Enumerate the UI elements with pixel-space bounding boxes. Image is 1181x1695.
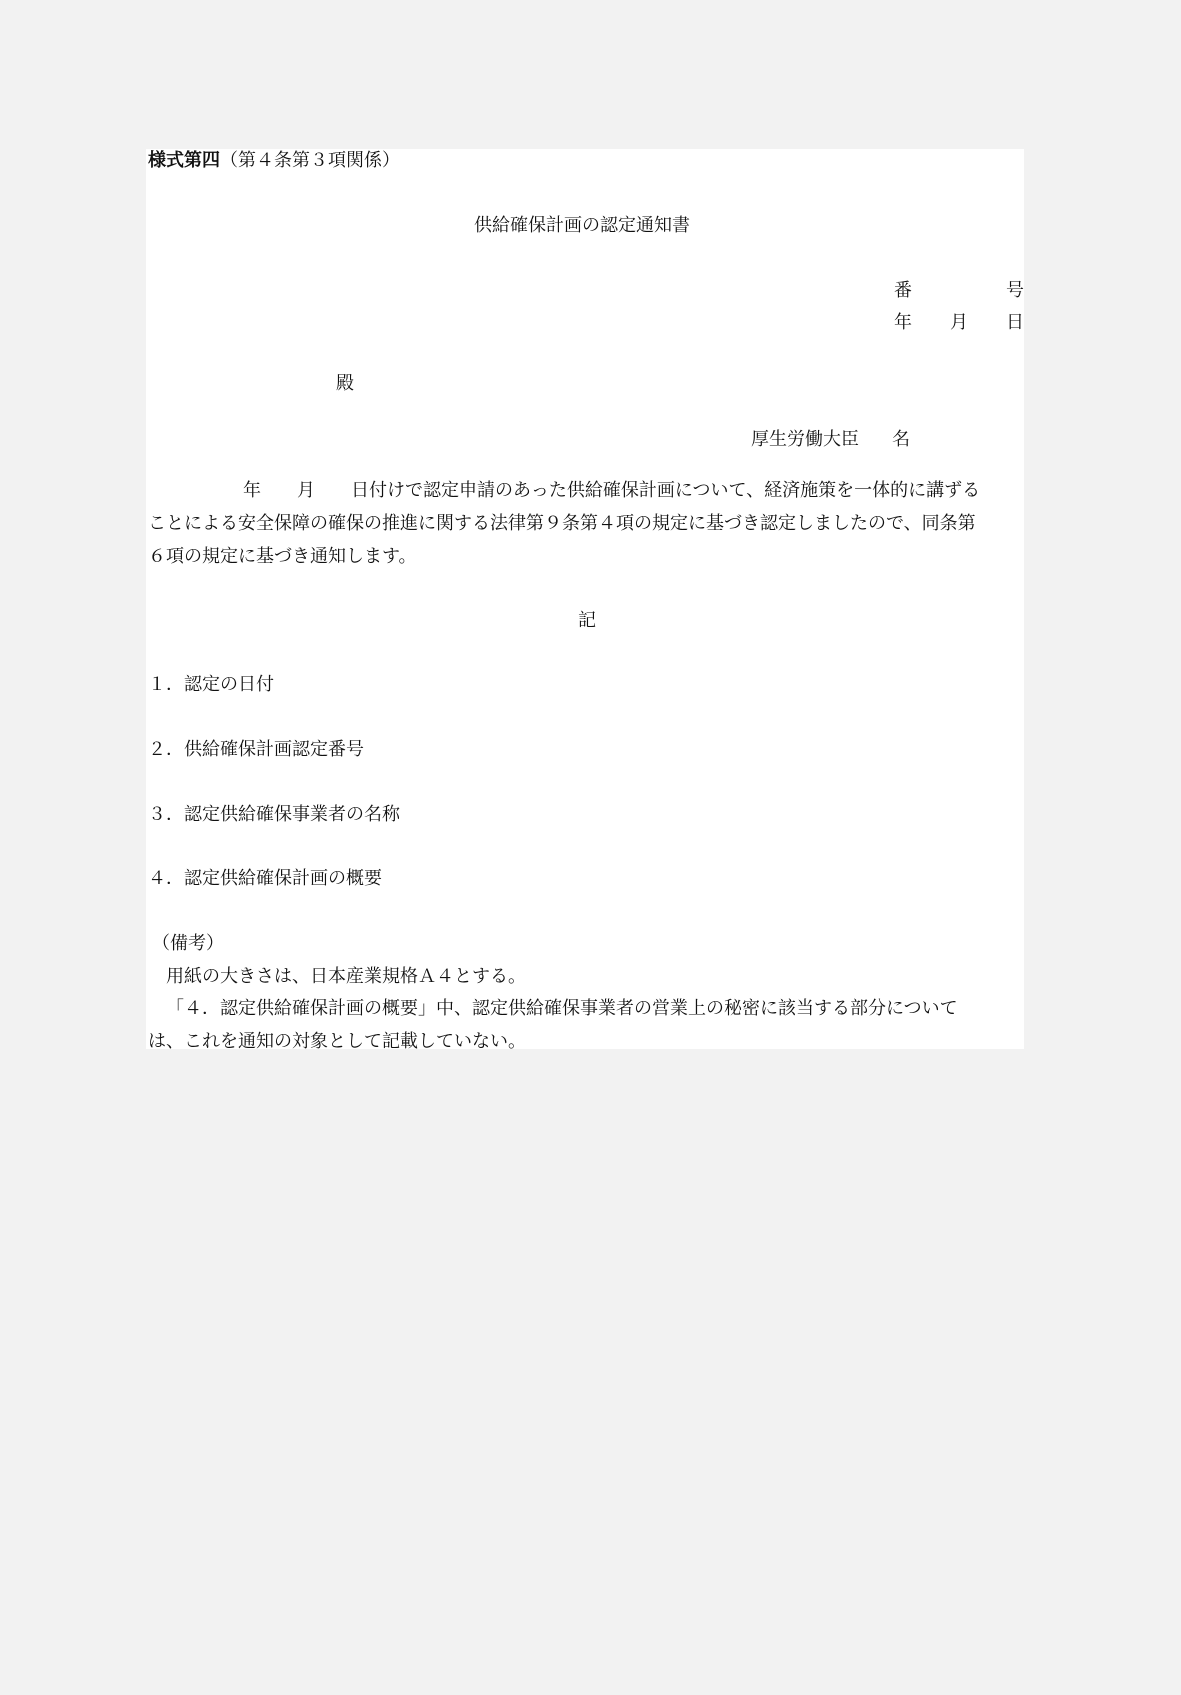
notes-line-2: 「４．認定供給確保計画の概要」中、認定供給確保事業者の営業上の秘密に該当する部分について — [166, 998, 958, 1019]
number-label: 番 — [894, 280, 912, 301]
ki-heading: 記 — [578, 610, 596, 631]
body-line-3: ６項の規定に基づき通知します。 — [148, 546, 417, 567]
item-2: ２．供給確保計画認定番号 — [148, 739, 364, 760]
body-line-1: 年 月 日付けで認定申請のあった供給確保計画について、経済施策を一体的に講ずる — [243, 480, 981, 501]
addressee-suffix: 殿 — [336, 373, 354, 394]
notes-line-3: は、これを通知の対象として記載していない。 — [148, 1031, 526, 1052]
form-header — [148, 150, 400, 172]
notes-heading: （備考） — [152, 933, 224, 954]
item-1: １．認定の日付 — [148, 674, 274, 695]
number-suffix: 号 — [1006, 280, 1024, 301]
notes-line-1: 用紙の大きさは、日本産業規格Ａ４とする。 — [166, 966, 526, 987]
date-day: 日 — [1006, 312, 1024, 333]
document-sheet — [146, 149, 1024, 1049]
sender-name: 名 — [892, 429, 910, 450]
date-year: 年 — [894, 312, 912, 333]
form-label: 様式第四 — [148, 150, 220, 171]
date-month: 月 — [950, 312, 968, 333]
document-title: 供給確保計画の認定通知書 — [474, 215, 690, 236]
notice-body — [148, 474, 1020, 573]
form-relation: （第４条第３項関係） — [220, 150, 400, 171]
item-3: ３．認定供給確保事業者の名称 — [148, 804, 400, 825]
body-line-2: ことによる安全保障の確保の推進に関する法律第９条第４項の規定に基づき認定しましたので、同条第 — [148, 513, 976, 534]
item-4: ４．認定供給確保計画の概要 — [148, 868, 382, 889]
sender-minister: 厚生労働大臣 — [751, 429, 859, 450]
